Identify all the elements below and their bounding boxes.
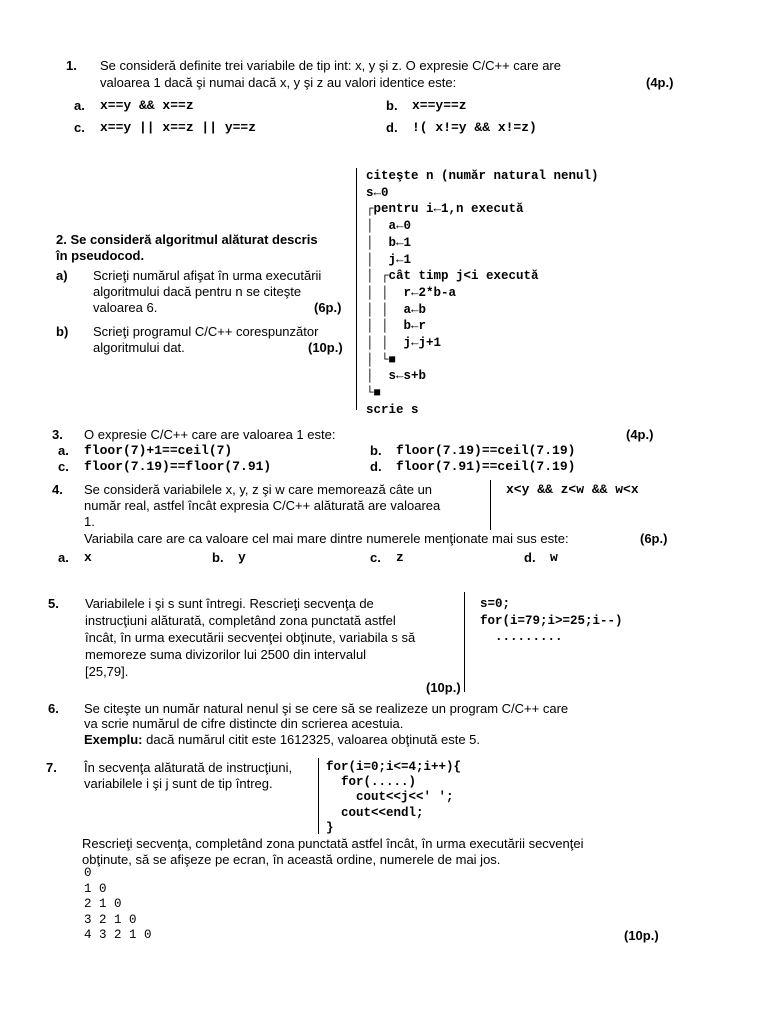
- q4-option-a-label: a.: [58, 550, 69, 565]
- q3-option-b-label: b.: [370, 443, 382, 458]
- q4-divider: [490, 480, 491, 530]
- q2-pseudocode: citeşte n (număr natural nenul) s←0 ┌pentru i←1,n execută │ a←0 │ b←1 │ j←1 │ ┌cât timp j<i execută │ │ r←2*b-a │ │ a←b │ │ b←r │ │ j←j+1 │ └■ │ s←s+b └■ scrie s: [366, 169, 599, 417]
- q6-number: 6.: [48, 701, 59, 716]
- q7-points: (10p.): [624, 928, 659, 943]
- q4-points: (6p.): [640, 531, 668, 546]
- q7-number: 7.: [46, 760, 57, 775]
- q3-number: 3.: [52, 427, 63, 442]
- q2-a-line3: valoarea 6.: [93, 300, 158, 315]
- q4-text-line3: 1.: [84, 514, 95, 529]
- q7-divider: [318, 758, 319, 834]
- q1-text-line2: valoarea 1 dacă şi numai dacă x, y şi z au valori identice este:: [100, 75, 457, 90]
- q2-a-points: (6p.): [314, 300, 342, 315]
- q3-points: (4p.): [626, 427, 654, 442]
- q2-b-points: (10p.): [308, 340, 343, 355]
- q4-option-b: y: [238, 550, 246, 565]
- q1-option-c-label: c.: [74, 120, 85, 135]
- q4-expression: x<y && z<w && w<x: [506, 482, 639, 497]
- q5-text-line5: [25,79].: [85, 664, 129, 679]
- q4-option-c: z: [396, 550, 404, 565]
- q2-b-line2: algoritmului dat.: [93, 340, 185, 355]
- q1-points: (4p.): [646, 75, 674, 90]
- q7-output: 0 1 0 2 1 0 3 2 1 0 4 3 2 1 0: [84, 866, 152, 942]
- q5-text-line2: instrucţiuni alăturată, completând zona punctată astfel: [85, 613, 396, 628]
- q5-divider: [464, 592, 465, 692]
- q5-text-line1: Variabilele i şi s sunt întregi. Rescrieţi secvenţa de: [85, 596, 374, 611]
- q7-after-line2: obţinute, să se afişeze pe ecran, în această ordine, numerele de mai jos.: [82, 852, 501, 867]
- q1-option-a: x==y && x==z: [100, 98, 194, 113]
- q2-b-line1: Scrieţi programul C/C++ corespunzător: [93, 324, 319, 339]
- q3-option-c-label: c.: [58, 459, 69, 474]
- q3-option-b: floor(7.19)==ceil(7.19): [396, 443, 576, 458]
- q2-title-line2: în pseudocod.: [56, 248, 145, 263]
- q6-example-text: dacă numărul citit este 1612325, valoarea obţinută este 5.: [146, 732, 481, 747]
- q4-option-c-label: c.: [370, 550, 381, 565]
- q1-option-b: x==y==z: [412, 98, 467, 113]
- q4-text-line2: număr real, astfel încât expresia C/C++ alăturată are valoarea: [84, 498, 441, 513]
- q3-text: O expresie C/C++ care are valoarea 1 este:: [84, 427, 336, 442]
- q5-text-line4: memoreze suma divizorilor lui 2500 din intervalul: [85, 647, 367, 662]
- q2-a-line1: Scrieţi numărul afişat în urma executării: [93, 268, 322, 283]
- q2-a-line2: algoritmului dacă pentru n se citeşte: [93, 284, 302, 299]
- q1-text-line1: Se consideră definite trei variabile de tip int: x, y şi z. O expresie C/C++ care are: [100, 58, 561, 73]
- q4-option-a: x: [84, 550, 92, 565]
- q2-a-label: a): [56, 268, 68, 283]
- q2-divider: [356, 168, 357, 410]
- q5-number: 5.: [48, 596, 59, 611]
- q5-points: (10p.): [426, 680, 461, 695]
- q5-text-line3: încât, în urma executării secvenţei obţinute, variabila s să: [85, 630, 416, 645]
- q7-text-line1: În secvenţa alăturată de instrucţiuni,: [84, 760, 293, 775]
- q7-code: for(i=0;i<=4;i++){ for(.....) cout<<j<<' '; cout<<endl; }: [326, 760, 462, 835]
- q2-title-line1: 2. Se consideră algoritmul alăturat descris: [56, 232, 318, 247]
- q1-option-a-label: a.: [74, 98, 85, 113]
- q4-option-d-label: d.: [524, 550, 536, 565]
- q7-text-line2: variabilele i şi j sunt de tip întreg.: [84, 776, 273, 791]
- q7-after-line1: Rescrieţi secvenţa, completând zona punctată astfel încât, în urma executării secvenţei: [82, 836, 584, 851]
- q1-option-d-label: d.: [386, 120, 398, 135]
- q3-option-d: floor(7.91)==ceil(7.19): [396, 459, 576, 474]
- q1-option-b-label: b.: [386, 98, 398, 113]
- q5-code: s=0; for(i=79;i>=25;i--) .........: [480, 597, 623, 645]
- q6-text-line1: Se citeşte un număr natural nenul şi se cere să se realizeze un program C/C++ care: [84, 701, 569, 716]
- q6-example: [84, 732, 480, 747]
- q1-number: 1.: [66, 58, 77, 73]
- q4-option-d: w: [550, 550, 558, 565]
- q1-option-c: x==y || x==z || y==z: [100, 120, 257, 135]
- q3-option-a: floor(7)+1==ceil(7): [84, 443, 233, 458]
- q4-number: 4.: [52, 482, 63, 497]
- q3-option-a-label: a.: [58, 443, 69, 458]
- q2-b-label: b): [56, 324, 69, 339]
- q6-text-line2: va scrie numărul de cifre distincte din scrierea acestuia.: [84, 716, 404, 731]
- q4-question: Variabila care are ca valoare cel mai mare dintre numerele menţionate mai sus este:: [84, 531, 569, 546]
- q4-option-b-label: b.: [212, 550, 224, 565]
- q3-option-c: floor(7.19)==floor(7.91): [84, 459, 272, 474]
- q4-text-line1: Se consideră variabilele x, y, z şi w care memorează câte un: [84, 482, 433, 497]
- q1-option-d: !( x!=y && x!=z): [412, 120, 537, 135]
- q6-example-label: Exemplu:: [84, 732, 143, 747]
- q3-option-d-label: d.: [370, 459, 382, 474]
